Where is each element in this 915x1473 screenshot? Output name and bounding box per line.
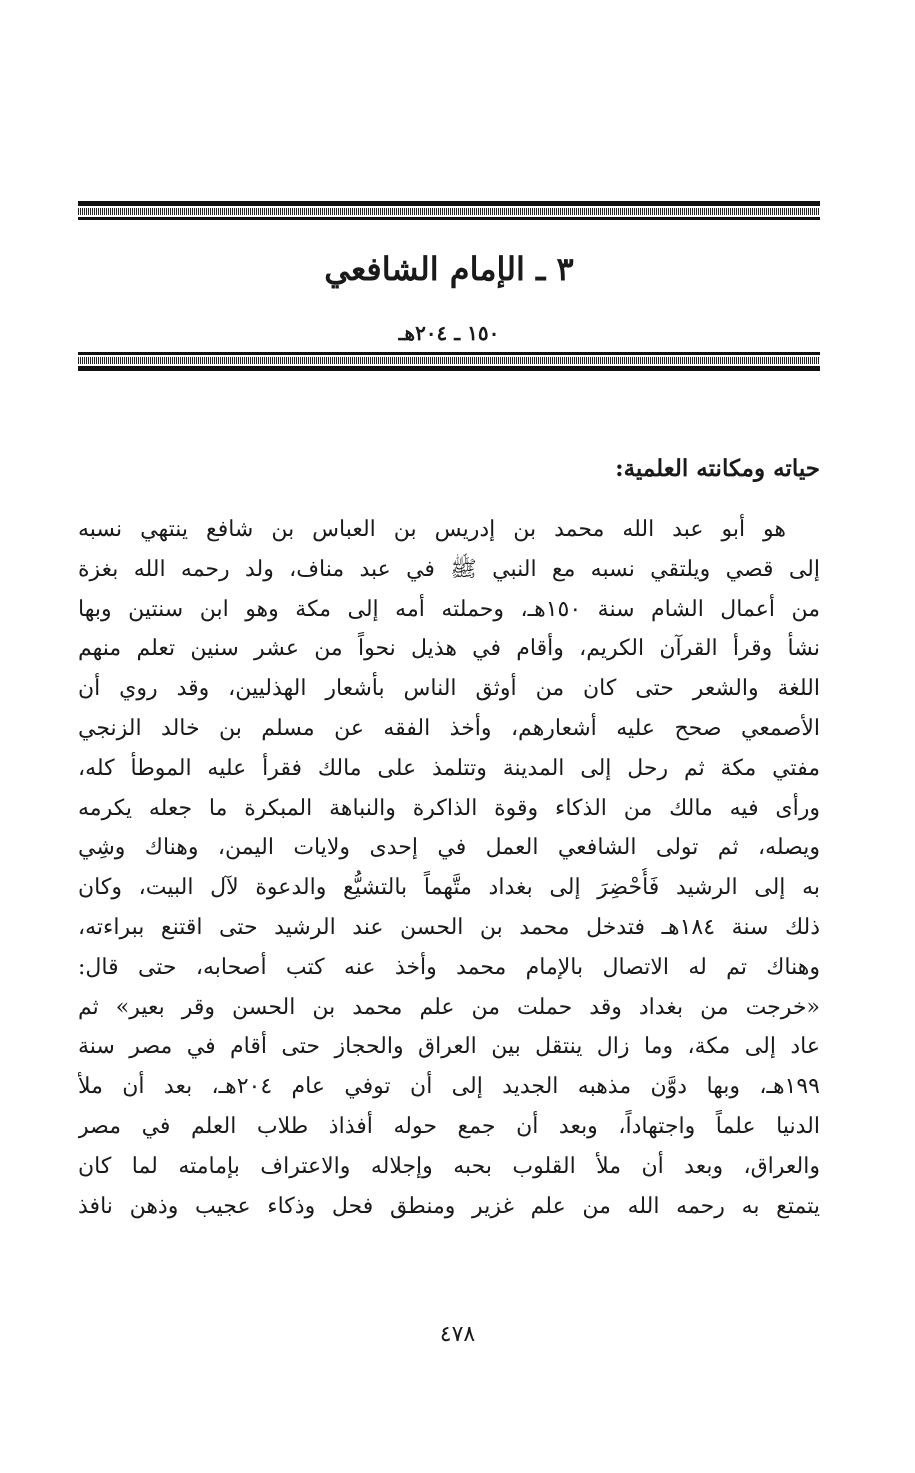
text-line: من أعمال الشام سنة ١٥٠هـ، وحملته أمه إلى مكة وهو ابن سنتين وبها: [78, 596, 820, 622]
text-line: ذلك سنة ١٨٤هـ فتدخل محمد بن الحسن عند الرشيد حتى اقتنع ببراءته،: [78, 914, 820, 940]
rule-thick-line: [78, 201, 820, 206]
text-line: ورأى فيه مالك من الذكاء وقوة الذاكرة والنباهة المبكرة ما جعله يكرمه: [78, 795, 820, 821]
rule-thin-line: [78, 217, 820, 220]
rule-thick-line: [78, 366, 820, 371]
text-line: ويصله، ثم تولى الشافعي العمل في إحدى ولايات اليمن، وهناك وشِي: [78, 835, 820, 861]
rule-hatched-line: [78, 357, 820, 364]
text-line: نشأ وقرأ القرآن الكريم، وأقام في هذيل نحواً من عشر سنين تعلم منهم: [78, 636, 820, 662]
text-line: يتمتع به رحمه الله من علم غزير ومنطق فحل وذكاء عجيب وذهن نافذ: [78, 1193, 820, 1219]
text-line: الأصمعي صحح عليه أشعارهم، وأخذ الفقه عن مسلم بن خالد الزنجي: [78, 715, 820, 741]
text-line: مفتي مكة ثم رحل إلى المدينة وتتلمذ على مالك فقرأ عليه الموطأ كله،: [78, 755, 820, 781]
text-line: به إلى الرشيد فَأُحْضِرَ إلى بغداد متَّهماً بالتشيُّع والدعوة لآل البيت، وكان: [78, 875, 820, 901]
rule-hatched-line: [78, 208, 820, 215]
body-paragraph: [78, 510, 820, 1226]
text-line: هو أبو عبد الله محمد بن إدريس بن العباس بن شافع ينتهي نسبه: [78, 517, 786, 542]
section-heading: حياته ومكانته العلمية:: [615, 455, 820, 482]
text-line: الدنيا علماً واجتهاداً، وبعد أن جمع حوله أفذاذ طلاب العلم في مصر: [78, 1113, 820, 1139]
top-decorative-rule: [78, 201, 820, 220]
page-number: ٤٧٨: [439, 1322, 476, 1347]
bottom-decorative-rule: [78, 352, 820, 371]
chapter-dates: ١٥٠ ـ ٢٠٤هـ: [398, 321, 500, 345]
text-line: اللغة والشعر حتى كان من أوثق الناس بأشعار الهذليين، وقد روي أن: [78, 676, 820, 702]
chapter-title: ٣ ـ الإمام الشافعي: [324, 250, 574, 288]
text-line: إلى قصي ويلتقي نسبه مع النبي ﷺ في عبد مناف، ولد رحمه الله بغزة: [78, 556, 820, 582]
text-line: ١٩٩هـ، وبها دوَّن مذهبه الجديد إلى أن توفي عام ٢٠٤هـ، بعد أن ملأ: [78, 1074, 820, 1100]
text-line: «خرجت من بغداد وقد حملت من علم محمد بن الحسن وقر بعير» ثم: [78, 994, 820, 1020]
text-line: وهناك تم له الاتصال بالإمام محمد وأخذ عنه كتب أصحابه، حتى قال:: [78, 954, 820, 980]
rule-thin-line: [78, 352, 820, 355]
text-line: عاد إلى مكة، وما زال ينتقل بين العراق والحجاز حتى أقام في مصر سنة: [78, 1034, 820, 1060]
text-line: والعراق، وبعد أن ملأ القلوب بحبه وإجلاله والاعتراف بإمامته لما كان: [78, 1153, 820, 1179]
